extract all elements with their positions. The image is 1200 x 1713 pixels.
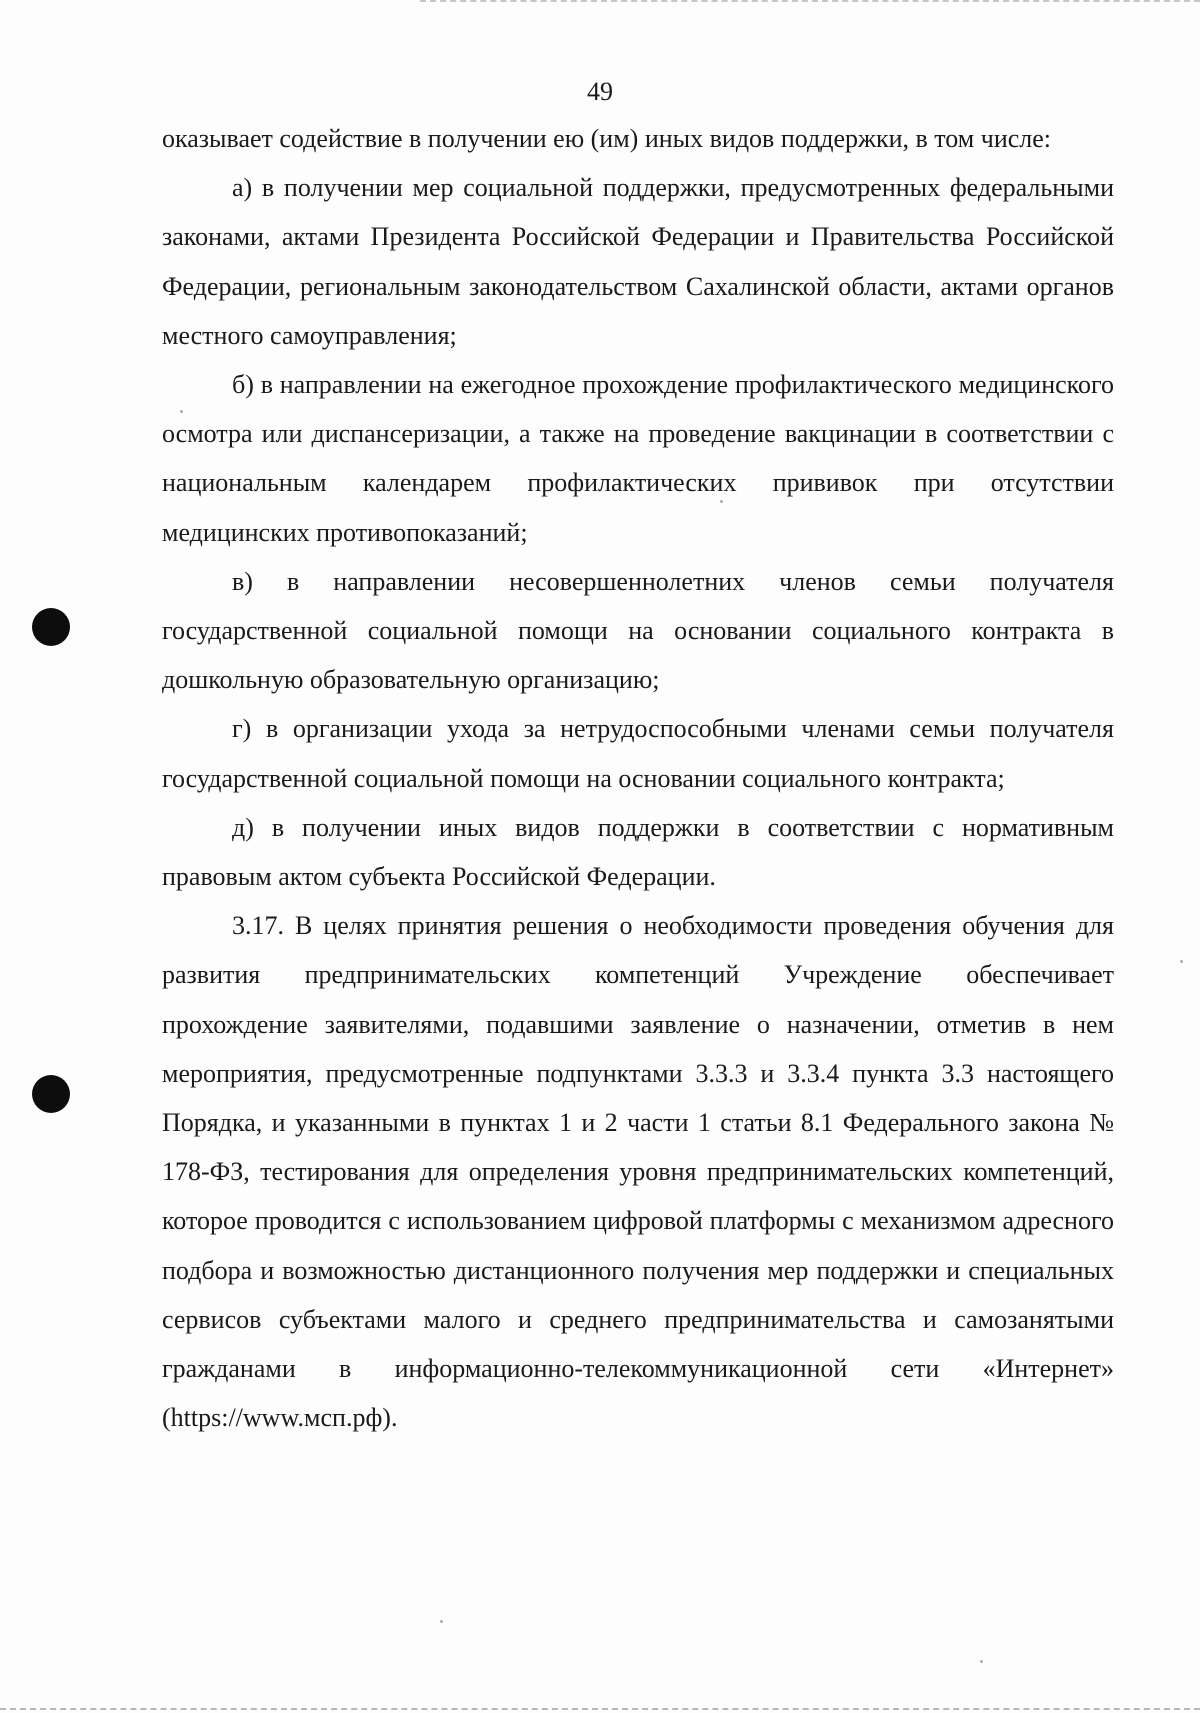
- paragraph-item-g: г) в организации ухода за нетрудоспособными членами семьи получателя государственной социальной помощи на основании социального контракта;: [162, 714, 1114, 793]
- punch-hole-upper: [32, 608, 70, 646]
- paragraph-item-d: д) в получении иных видов поддержки в соответствии с нормативным правовым актом субъекта Российской Федерации.: [162, 812, 1114, 892]
- scan-speck: [180, 410, 183, 413]
- scan-speck: [440, 1620, 443, 1623]
- paragraph-item-a: а) в получении мер социальной поддержки, предусмотренных федеральными законами, актами Президента Российской Федерации и Правительства Российской Федерации, региональным законодательством Сахалинской области, актами органов местного самоуправления;: [162, 173, 1114, 350]
- scan-speck: [720, 500, 723, 503]
- paragraph-item-b: б) в направлении на ежегодное прохождение профилактического медицинского осмотра или диспансеризации, а также на проведение вакцинации в соответствии с национальным календарем профилактических прививок при отсутствии медицинских противопоказаний;: [162, 370, 1114, 547]
- punch-hole-lower: [32, 1075, 70, 1113]
- scan-edge-bottom: [0, 1708, 1200, 1710]
- paragraph-3-17: 3.17. В целях принятия решения о необходимости проведения обучения для развития предпринимательских компетенций Учреждение обеспечивает прохождение заявителями, подавшими заявление о назначении, отметив в нем мероприятия, предусмотренные подпунктами 3.3.3 и 3.3.4 пункта 3.3 настоящего Порядка, и указанными в пунктах 1 и 2 части 1 статьи 8.1 Федерального закона № 178-ФЗ, тестирования для определения уровня предпринимательских компетенций, которое проводится с использованием цифровой платформы с механизмом адресного подбора и возможностью дистанционного получения мер поддержки и специальных сервисов субъектами малого и среднего предпринимательства и самозанятыми гражданами в информационно-телекоммуникационной сети «Интернет» (https://www.мсп.рф).: [162, 911, 1114, 1433]
- scan-speck: [1180, 960, 1183, 963]
- scan-edge-top: [420, 0, 1200, 2]
- document-body: [162, 114, 1114, 1442]
- page-number: 49: [587, 77, 613, 106]
- paragraph-intro: оказывает содействие в получении ею (им) иных видов поддержки, в том числе:: [162, 124, 1052, 153]
- scan-speck: [980, 1660, 983, 1663]
- paragraph-item-v: в) в направлении несовершеннолетних членов семьи получателя государственной социальной помощи на основании социального контракта в дошкольную образовательную организацию;: [162, 566, 1114, 695]
